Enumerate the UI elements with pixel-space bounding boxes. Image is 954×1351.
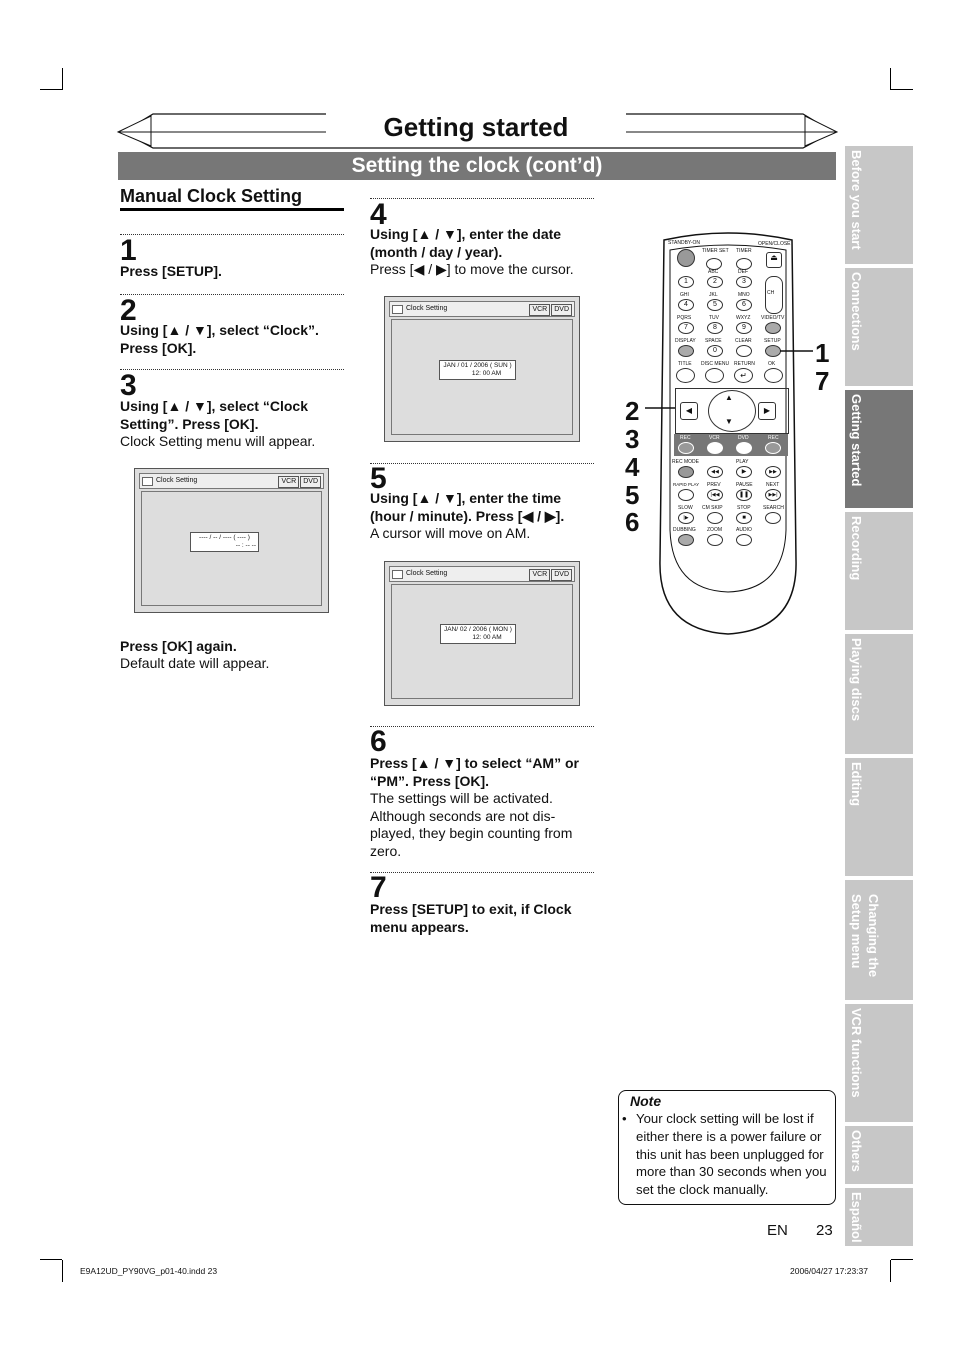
label-search: SEARCH: [763, 505, 784, 511]
tab-others[interactable]: Others: [845, 1126, 913, 1184]
label-pause: PAUSE: [736, 482, 753, 488]
right-arrow-icon[interactable]: ▶: [758, 402, 776, 420]
heading-rule: [120, 208, 344, 211]
crop-mark: [62, 68, 63, 90]
date-field: JAN/ 02 / 2006 ( MON ): [444, 626, 512, 633]
language-label: EN: [767, 1222, 788, 1239]
step-instruction: Press [OK] again.: [120, 638, 237, 654]
callout-step-7: 7: [815, 366, 830, 396]
divider: [120, 294, 344, 295]
crop-mark: [890, 68, 891, 90]
step-note: The settings will be activated. Although seconds are not dis- played, they begin counting from zero.: [370, 790, 573, 859]
crop-mark: [40, 1259, 62, 1260]
clock-setting-screen: [134, 468, 329, 613]
step-instruction: Using [▲ / ▼], enter the time (hour / minute). Press [◀ / ▶].: [370, 490, 565, 524]
num-5-button[interactable]: 5: [707, 299, 723, 311]
power-button[interactable]: [677, 249, 695, 267]
step-note: Press [◀ / ▶] to move the cursor.: [370, 261, 574, 277]
note-bullet: •: [622, 1111, 627, 1126]
left-arrow-icon[interactable]: ◀: [680, 402, 698, 420]
step-instruction: Using [▲ / ▼], enter the date (month / day / year).: [370, 226, 562, 260]
vcr-button[interactable]: [707, 442, 723, 454]
label-slow: SLOW: [678, 505, 693, 511]
label-timer-set: TIMER SET: [702, 248, 729, 254]
vcr-tag: VCR: [529, 569, 550, 581]
label-def: DEF: [738, 269, 748, 275]
tab-getting-started[interactable]: Getting started: [845, 390, 913, 508]
label-ghi: GHI: [680, 292, 689, 298]
clock-setting-screen: [384, 561, 580, 706]
step-instruction: Using [▲ / ▼], select “Clock”. Press [OK].: [120, 322, 319, 356]
cm-skip-button[interactable]: [707, 512, 723, 524]
vcr-tag: VCR: [529, 304, 550, 316]
section-subtitle: Setting the clock (cont’d): [118, 152, 836, 180]
label-rapid-play: RAPID PLAY: [673, 482, 700, 487]
eject-icon[interactable]: ⏏: [766, 252, 782, 268]
label-rec: REC: [680, 435, 691, 441]
dvd-tag: DVD: [551, 304, 572, 316]
label-clear: CLEAR: [735, 338, 752, 344]
time-field: 12: 00 AM: [471, 370, 502, 377]
label-ch: CH: [767, 290, 775, 296]
label-prev: PREV: [707, 482, 721, 488]
divider: [370, 872, 594, 873]
callout-step-1: 1: [815, 338, 830, 368]
tab-vcr-functions[interactable]: VCR functions: [845, 1004, 913, 1122]
search-button[interactable]: [765, 512, 781, 524]
divider: [120, 369, 344, 370]
note-box: [618, 1090, 836, 1205]
label-timer: TIMER: [736, 248, 752, 254]
play-icon[interactable]: ▶: [736, 466, 752, 478]
page-title: Getting started: [326, 112, 626, 143]
step-instruction: Press [SETUP].: [120, 263, 222, 279]
dubbing-button[interactable]: [678, 534, 694, 546]
fast-forward-icon[interactable]: ▶▶: [765, 466, 781, 478]
footer-timestamp: 2006/04/27 17:23:37: [790, 1266, 868, 1276]
label-cm-skip: CM SKIP: [702, 505, 723, 511]
label-open-close: OPEN/CLOSE: [758, 241, 791, 247]
zoom-button[interactable]: [707, 534, 723, 546]
tab-changing-setup-menu[interactable]: Changing the Setup menu: [845, 880, 913, 1000]
step-instruction: Press [SETUP] to exit, if Clock menu appears.: [370, 901, 572, 935]
crop-mark: [891, 1259, 913, 1260]
screen-title: Clock Setting: [156, 477, 198, 484]
label-abc: ABC: [708, 269, 719, 275]
label-title: TITLE: [678, 361, 692, 367]
note-title: Note: [630, 1093, 662, 1109]
step-number: 3: [120, 369, 137, 402]
num-9-button[interactable]: 9: [736, 322, 752, 334]
step-number: 4: [370, 198, 387, 231]
dvd-button[interactable]: [736, 442, 752, 454]
audio-button[interactable]: [736, 534, 752, 546]
label-ok: OK: [768, 361, 776, 367]
crop-mark: [890, 1260, 891, 1282]
label-tuv: TUV: [709, 315, 719, 321]
rewind-icon[interactable]: ◀◀: [707, 466, 723, 478]
note-text: Your clock setting will be lost if either there is a power failure or this unit has been unplugged for more than 30 seconds when you set the clock manually.: [636, 1111, 827, 1198]
step-number: 5: [370, 462, 387, 495]
down-arrow-icon[interactable]: ▼: [725, 417, 733, 426]
date-field: ---- / -- / ---- ( ---- ): [199, 534, 250, 541]
num-6-button[interactable]: 6: [736, 299, 752, 311]
manual-clock-heading: Manual Clock Setting: [120, 186, 303, 206]
label-disc-menu: DISC MENU: [701, 361, 730, 367]
callout-step-2: 2: [625, 396, 640, 426]
step-instruction: Press [▲ / ▼] to select “AM” or “PM”. Press [OK].: [370, 755, 579, 789]
label-next: NEXT: [766, 482, 780, 488]
vcr-tag: VCR: [278, 476, 299, 488]
tab-before-you-start[interactable]: Before you start: [845, 146, 913, 264]
callout-step-4: 4: [625, 452, 640, 482]
divider: [370, 726, 594, 727]
label-vcr: VCR: [709, 435, 720, 441]
crop-mark: [891, 89, 913, 90]
callout-step-3: 3: [625, 424, 640, 454]
tab-editing[interactable]: Editing: [845, 758, 913, 876]
label-play: PLAY: [736, 459, 749, 465]
video-tv-button[interactable]: [765, 322, 781, 334]
step-instruction: Using [▲ / ▼], select “Clock Setting”. Press [OK].: [120, 398, 308, 432]
label-standby: STANDBY-ON: [668, 240, 700, 246]
divider: [120, 234, 344, 235]
step-note: Clock Setting menu will appear.: [120, 433, 316, 449]
label-zoom: ZOOM: [707, 527, 722, 533]
label-setup: SETUP: [764, 338, 781, 344]
divider: [370, 198, 594, 199]
label-wxyz: WXYZ: [736, 315, 751, 321]
next-icon[interactable]: ▶▶|: [765, 489, 781, 501]
num-8-button[interactable]: 8: [707, 322, 723, 334]
rec-dvd-button[interactable]: [765, 442, 781, 454]
screen-title: Clock Setting: [406, 570, 448, 577]
rec-vcr-button[interactable]: [678, 442, 694, 454]
callout-step-5: 5: [625, 480, 640, 510]
pause-icon[interactable]: ❚❚: [736, 489, 752, 501]
tab-recording[interactable]: Recording: [845, 512, 913, 630]
page-number: 23: [816, 1222, 833, 1239]
step-note: Default date will appear.: [120, 655, 270, 671]
clock-setting-screen: [384, 296, 580, 442]
callout-lines: [640, 340, 820, 430]
time-field: 12: 00 AM: [472, 634, 502, 641]
divider: [370, 463, 594, 464]
dvd-tag: DVD: [551, 569, 572, 581]
label-space: SPACE: [705, 338, 722, 344]
callout-step-6: 6: [625, 507, 640, 537]
crop-mark: [62, 1260, 63, 1282]
up-arrow-icon[interactable]: ▲: [725, 393, 733, 402]
label-pqrs: PQRS: [677, 315, 692, 321]
remote-control: [656, 230, 800, 640]
num-7-button[interactable]: 7: [678, 322, 694, 334]
crop-mark: [40, 89, 62, 90]
label-rec-mode: REC MODE: [672, 459, 699, 465]
step-number: 6: [370, 725, 387, 758]
return-icon[interactable]: ↵: [734, 368, 753, 383]
stop-icon[interactable]: ■: [736, 512, 752, 524]
label-display: DISPLAY: [675, 338, 696, 344]
label-audio: AUDIO: [736, 527, 752, 533]
num-2-button[interactable]: 2: [707, 276, 723, 288]
slow-icon[interactable]: |▶: [678, 512, 694, 524]
prev-icon[interactable]: |◀◀: [707, 489, 723, 501]
date-field: JAN / 01 / 2006 ( SUN ): [443, 362, 512, 369]
dvd-tag: DVD: [300, 476, 321, 488]
label-rec-dvd: REC: [768, 435, 779, 441]
rec-mode-button[interactable]: [678, 466, 694, 478]
time-field: -- : -- --: [235, 542, 256, 549]
label-mno: MNO: [738, 292, 750, 298]
step-number: 2: [120, 294, 137, 327]
label-stop: STOP: [737, 505, 751, 511]
tab-espanol[interactable]: Español: [845, 1188, 913, 1246]
rapid-play-button[interactable]: [678, 489, 694, 501]
num-0-button[interactable]: 0: [707, 345, 723, 357]
step-number: 7: [370, 871, 387, 904]
num-3-button[interactable]: 3: [736, 276, 752, 288]
label-jkl: JKL: [709, 292, 718, 298]
num-1-button[interactable]: 1: [678, 276, 694, 288]
step-note: A cursor will move on AM.: [370, 525, 531, 541]
label-dubbing: DUBBING: [673, 527, 696, 533]
tab-playing-discs[interactable]: Playing discs: [845, 634, 913, 754]
screen-title: Clock Setting: [406, 305, 448, 312]
label-dvd: DVD: [738, 435, 749, 441]
step-number: 1: [120, 234, 137, 267]
label-video-tv: VIDEO/TV: [761, 315, 785, 321]
num-4-button[interactable]: 4: [678, 299, 694, 311]
label-return: RETURN: [734, 361, 755, 367]
tab-connections[interactable]: Connections: [845, 268, 913, 386]
footer-filename: E9A12UD_PY90VG_p01-40.indd 23: [80, 1266, 218, 1276]
